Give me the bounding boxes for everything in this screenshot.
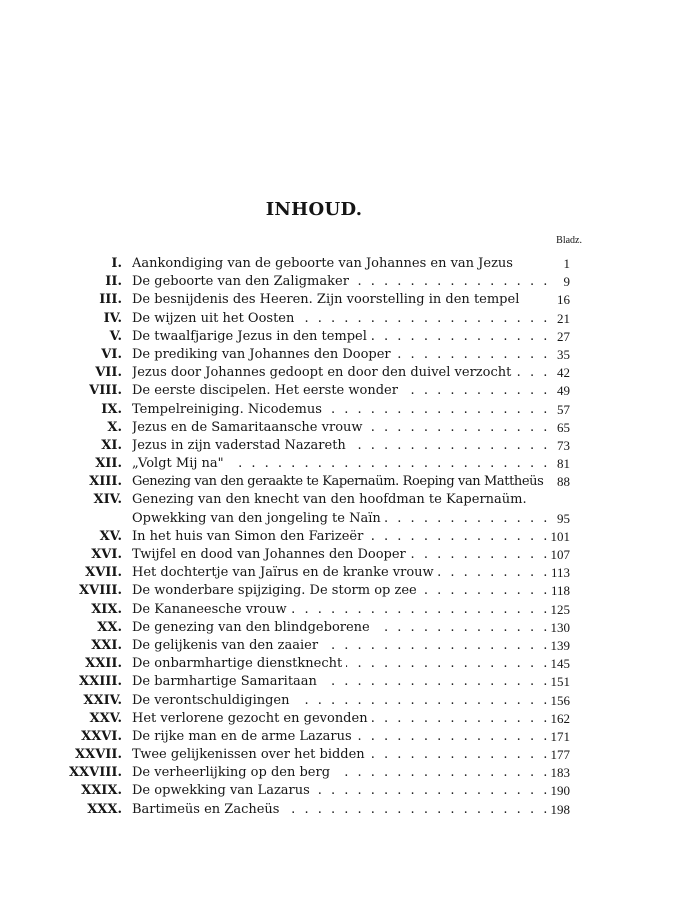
chapter-numeral: XXX. bbox=[87, 801, 122, 817]
chapter-numeral: IV. bbox=[103, 310, 122, 326]
chapter-title: „Volgt Mij na" bbox=[132, 456, 228, 471]
chapter-title: Het dochtertje van Jaïrus en de kranke vrouw bbox=[132, 565, 438, 580]
toc-entry bbox=[0, 582, 680, 600]
chapter-title-cell bbox=[132, 601, 547, 619]
toc-entry bbox=[0, 419, 680, 437]
chapter-title-cell bbox=[132, 528, 547, 546]
table-of-contents bbox=[0, 255, 680, 819]
chapter-title: Het verlorene gezocht en gevonden bbox=[132, 711, 372, 726]
chapter-title: De onbarmhartige dienstknecht bbox=[132, 656, 346, 671]
page-title: INHOUD. bbox=[265, 199, 363, 220]
chapter-title-cell bbox=[132, 673, 547, 691]
toc-entry bbox=[0, 564, 680, 582]
chapter-numeral: XXVIII. bbox=[68, 765, 122, 781]
page-number: 139 bbox=[550, 637, 570, 653]
page-number: 162 bbox=[550, 710, 570, 726]
chapter-numeral: XXII. bbox=[85, 656, 122, 672]
chapter-title: De prediking van Johannes den Dooper bbox=[132, 347, 395, 362]
chapter-title-cell bbox=[132, 473, 547, 491]
chapter-title-cell bbox=[132, 291, 547, 309]
toc-entry bbox=[0, 382, 680, 400]
page-column-label: Bladz. bbox=[556, 235, 582, 246]
chapter-title-cell bbox=[132, 782, 547, 800]
chapter-numeral: XXI. bbox=[91, 637, 122, 653]
page-number: 1 bbox=[563, 256, 570, 271]
page-number: 171 bbox=[550, 728, 570, 744]
chapter-title-cell bbox=[132, 764, 547, 782]
toc-entry bbox=[0, 473, 680, 491]
chapter-title-cell bbox=[132, 310, 547, 328]
chapter-title-cell bbox=[132, 255, 547, 273]
page-number: 125 bbox=[550, 601, 570, 617]
chapter-title: Opwekking van den jongeling te Naïn bbox=[132, 511, 385, 526]
chapter-numeral: VI. bbox=[101, 346, 122, 362]
chapter-title: Bartimeüs en Zacheüs bbox=[132, 802, 283, 817]
chapter-title: De verheerlijking op den berg bbox=[132, 765, 334, 780]
toc-entry bbox=[0, 528, 680, 546]
toc-entry bbox=[0, 437, 680, 455]
page-number: 42 bbox=[557, 365, 570, 381]
chapter-title: De wijzen uit het Oosten bbox=[132, 311, 298, 326]
chapter-title-cell bbox=[132, 692, 547, 710]
chapter-numeral: VII. bbox=[95, 365, 122, 381]
chapter-title-cell bbox=[132, 619, 547, 637]
chapter-title-cell bbox=[132, 728, 547, 746]
chapter-numeral: XI. bbox=[101, 437, 122, 453]
toc-entry bbox=[0, 655, 680, 673]
chapter-title-cell bbox=[132, 582, 547, 600]
page-number: 73 bbox=[557, 437, 570, 453]
chapter-numeral: III. bbox=[99, 292, 122, 308]
chapter-title: De verontschuldigingen bbox=[132, 693, 294, 708]
toc-entry bbox=[0, 328, 680, 346]
chapter-title: Aankondiging van de geboorte van Johannes en van Jezus bbox=[132, 256, 517, 271]
chapter-title: De wonderbare spijziging. De storm op zee bbox=[132, 583, 421, 598]
chapter-numeral: I. bbox=[111, 256, 122, 271]
chapter-title: De genezing van den blindgeborene bbox=[132, 620, 374, 635]
chapter-numeral: XXIV. bbox=[83, 692, 122, 708]
page-number: 198 bbox=[550, 801, 570, 817]
chapter-title: De twaalfjarige Jezus in den tempel bbox=[132, 329, 371, 344]
page-number: 95 bbox=[557, 510, 570, 526]
chapter-numeral: XV. bbox=[99, 528, 122, 544]
chapter-title: De besnijdenis des Heeren. Zijn voorstelling in den tempel bbox=[132, 292, 523, 307]
toc-entry bbox=[0, 764, 680, 782]
chapter-numeral: XIV. bbox=[93, 492, 122, 508]
chapter-numeral: XXVII. bbox=[75, 747, 122, 763]
page-number: 81 bbox=[557, 456, 570, 472]
page-number: 88 bbox=[557, 474, 570, 490]
chapter-numeral: IX. bbox=[101, 401, 122, 417]
chapter-title: Twijfel en dood van Johannes den Dooper bbox=[132, 547, 410, 562]
chapter-numeral: XVIII. bbox=[79, 583, 122, 599]
chapter-numeral: XVII. bbox=[85, 565, 122, 581]
chapter-title-cell bbox=[132, 801, 547, 819]
toc-entry bbox=[0, 273, 680, 291]
chapter-title-cell bbox=[132, 382, 547, 400]
page-number: 107 bbox=[550, 547, 570, 562]
chapter-title-cell bbox=[132, 273, 547, 291]
page-number: 151 bbox=[550, 674, 570, 690]
toc-entry bbox=[0, 728, 680, 746]
page-number: 183 bbox=[550, 765, 570, 781]
chapter-title-cell bbox=[132, 746, 547, 764]
toc-entry bbox=[0, 401, 680, 419]
page-number: 177 bbox=[550, 747, 570, 763]
toc-entry bbox=[0, 546, 680, 564]
toc-entry bbox=[0, 510, 680, 528]
page-number: 156 bbox=[550, 692, 570, 708]
toc-entry bbox=[0, 637, 680, 655]
toc-entry bbox=[0, 801, 680, 819]
chapter-numeral: VIII. bbox=[89, 383, 122, 399]
chapter-numeral: XIX. bbox=[91, 601, 122, 617]
chapter-title: De opwekking van Lazarus bbox=[132, 783, 314, 798]
chapter-numeral: XIII. bbox=[89, 474, 122, 490]
page-number: 9 bbox=[563, 274, 570, 290]
chapter-title-cell bbox=[132, 419, 547, 437]
chapter-title-cell bbox=[132, 437, 547, 455]
toc-entry bbox=[0, 491, 680, 509]
page-number: 35 bbox=[557, 346, 570, 362]
chapter-numeral: XX. bbox=[97, 619, 122, 635]
chapter-title-cell bbox=[132, 491, 547, 509]
chapter-numeral: II. bbox=[105, 274, 122, 290]
chapter-numeral: XXVI. bbox=[81, 728, 122, 744]
toc-entry bbox=[0, 364, 680, 382]
page-number: 57 bbox=[557, 401, 570, 417]
toc-entry bbox=[0, 710, 680, 728]
chapter-title: Tempelreiniging. Nicodemus bbox=[132, 402, 326, 417]
page-number: 113 bbox=[550, 565, 570, 581]
chapter-title: De barmhartige Samaritaan bbox=[132, 674, 321, 689]
chapter-title: Genezing van den geraakte te Kapernaüm. Roeping van Mattheüs bbox=[132, 474, 547, 489]
toc-entry bbox=[0, 255, 680, 273]
toc-entry bbox=[0, 782, 680, 800]
chapter-title-cell bbox=[132, 364, 547, 382]
chapter-title: In het huis van Simon den Farizeër bbox=[132, 529, 367, 544]
page-number: 27 bbox=[557, 328, 570, 344]
chapter-title-cell bbox=[132, 637, 547, 655]
chapter-title-cell bbox=[132, 346, 547, 364]
page-number: 118 bbox=[550, 583, 570, 599]
page-number: 145 bbox=[550, 656, 570, 672]
chapter-title-cell bbox=[132, 328, 547, 346]
toc-entry bbox=[0, 619, 680, 637]
chapter-title-cell bbox=[132, 710, 547, 728]
chapter-numeral: XXV. bbox=[89, 710, 122, 726]
chapter-numeral: XXIX. bbox=[81, 783, 122, 799]
toc-entry bbox=[0, 673, 680, 691]
chapter-numeral: XII. bbox=[95, 456, 122, 472]
chapter-title: Jezus door Johannes gedoopt en door den duivel verzocht bbox=[132, 365, 515, 380]
chapter-title-cell bbox=[132, 510, 547, 528]
toc-entry bbox=[0, 346, 680, 364]
chapter-title: Jezus in zijn vaderstad Nazareth bbox=[132, 438, 350, 453]
toc-entry bbox=[0, 291, 680, 309]
chapter-title-cell bbox=[132, 455, 547, 473]
chapter-title-cell bbox=[132, 546, 547, 564]
page-number: 130 bbox=[550, 619, 570, 635]
toc-entry bbox=[0, 310, 680, 328]
page-number: 21 bbox=[557, 310, 570, 326]
toc-entry bbox=[0, 692, 680, 710]
chapter-title: De eerste discipelen. Het eerste wonder bbox=[132, 383, 402, 398]
chapter-title-cell bbox=[132, 564, 547, 582]
chapter-title: De geboorte van den Zaligmaker bbox=[132, 274, 353, 289]
chapter-numeral: X. bbox=[107, 419, 122, 435]
chapter-title: Jezus en de Samaritaansche vrouw bbox=[132, 420, 367, 435]
toc-entry bbox=[0, 455, 680, 473]
chapter-title-cell bbox=[132, 401, 547, 419]
chapter-title: Twee gelijkenissen over het bidden bbox=[132, 747, 369, 762]
page-number: 101 bbox=[550, 528, 570, 544]
chapter-title: De gelijkenis van den zaaier bbox=[132, 638, 322, 653]
chapter-numeral: XVI. bbox=[91, 547, 122, 562]
chapter-title: De Kananeesche vrouw bbox=[132, 602, 291, 617]
chapter-title: Genezing van den knecht van den hoofdman te Kapernaüm. bbox=[132, 492, 531, 507]
toc-entry bbox=[0, 601, 680, 619]
page-number: 16 bbox=[557, 292, 570, 308]
page-number: 65 bbox=[557, 419, 570, 435]
chapter-numeral: V. bbox=[109, 328, 122, 344]
chapter-numeral: XXIII. bbox=[79, 674, 122, 690]
page-number: 49 bbox=[557, 383, 570, 399]
page-number: 190 bbox=[550, 783, 570, 799]
toc-entry bbox=[0, 746, 680, 764]
chapter-title-cell bbox=[132, 655, 547, 673]
chapter-title: De rijke man en de arme Lazarus bbox=[132, 729, 356, 744]
